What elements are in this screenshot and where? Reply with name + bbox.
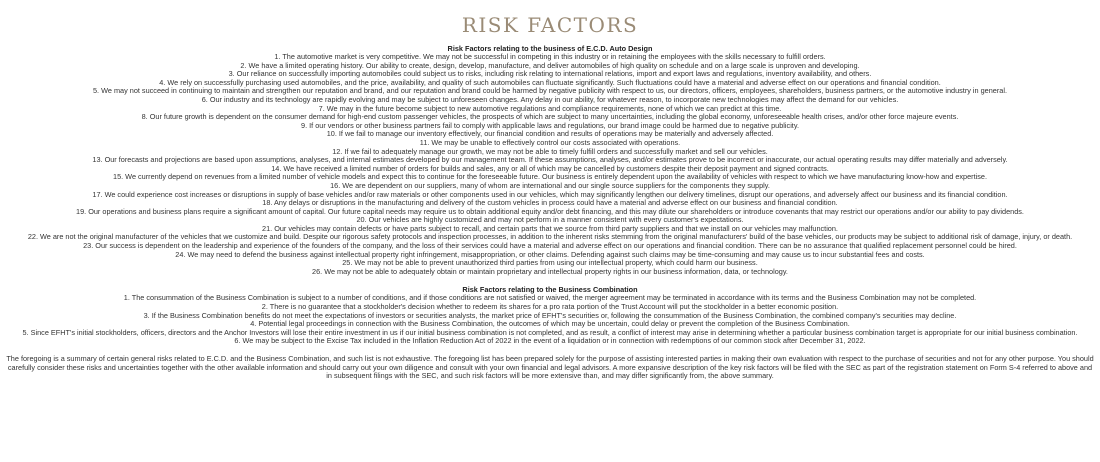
list-item: 8. Our future growth is dependent on the consumer demand for high-end custom passenger vehicles, the prospects of which are subject to many uncertainties, including the global economy, unforeseeable health crises, and/or other force majeure events. (141, 112, 959, 122)
list-item: 23. Our success is dependent on the leadership and experience of the founders of the company, and the loss of their services could have a material and adverse effect on our operations and financial condition. There can be no assurance that qualified replacement personnel could be hired. (83, 241, 1017, 251)
list-item: 13. Our forecasts and projections are based upon assumptions, analyses, and internal estimates developed by our management team. If these assumptions, analyses, and/or estimates prove to be incorrect or inaccurate, our actual operating results may differ materially and adversely. (92, 155, 1008, 165)
ecd-risk-list (6, 53, 1094, 276)
list-item: 24. We may need to defend the business against intellectual property right infringement, misappropriation, or other claims. Defending against such claims may be time-consuming and may cause us to incur substantial fees and costs. (175, 249, 925, 259)
list-item: 21. Our vehicles may contain defects or have parts subject to recall, and certain parts that we source from third party suppliers and that we install on our vehicles may malfunction. (262, 223, 838, 233)
list-item: 6. We may be subject to the Excise Tax included in the Inflation Reduction Act of 2022 in the event of a liquidation or in connection with redemptions of our common stock after December 31, 2022. (234, 336, 866, 346)
list-item: 22. We are not the original manufacturer of the vehicles that we customize and build. Despite our rigorous safety protocols and inspection processes, in addition to the inherent risks stemming from the original manufacturers' build of the base vehicles, our products may be subject to additional risk of damage, injury, or death. (27, 232, 1073, 242)
list-item: 4. We rely on successfully purchasing used automobiles, and the price, availability, and quality of such automobiles can fluctuate significantly. Such fluctuations could have a material and adverse effect on our operations and financial condition. (159, 77, 941, 87)
disclaimer-paragraph: The foregoing is a summary of certain general risks related to E.C.D. and the Business Combination, and such list is not exhaustive. The foregoing list has been prepared solely for the purpose of assisting interested parties in making their own evaluation with respect to the purchase of securities and not for any other purpose. You should carefully consider these risks and uncertainties together with the other available information and should carry out your own diligence and consult with your own financial and legal advisors. A more expansive description of the key risk factors will be filed with the SEC as part of the registration statement on Form S-4 referred to above and in subsequent filings with the SEC, and such risk factors will be more extensive than, and may differ significantly from, the above summary. (6, 354, 1094, 381)
list-item: 5. We may not succeed in continuing to maintain and strengthen our reputation and brand, and our reputation and brand could be harmed by negative publicity with respect to us, our directors, officers, employees, shareholders, business partners, or the automotive industry in general. (93, 86, 1007, 96)
list-item: 15. We currently depend on revenues from a limited number of vehicle models and expect this to continue for the foreseeable future. Our business is entirely dependent upon the availability of vehicles with respect to which we have manufacturing know-how and expertise. (113, 172, 987, 182)
list-item: 3. Our reliance on successfully importing automobiles could subject us to risks, including risk relating to international relations, import and export laws and regulations, inventory availability, and others. (228, 69, 872, 79)
list-item: 1. The automotive market is very competitive. We may not be successful in competing in this industry or in retaining the employees with the skills necessary to fulfill orders. (274, 52, 826, 61)
list-item: 3. If the Business Combination benefits do not meet the expectations of investors or securities analysts, the market price of EFHT's securities or, following the consummation of the Business Combination, the combined company's securities may decline. (143, 310, 957, 320)
list-item: 17. We could experience cost increases or disruptions in supply of base vehicles and/or raw materials or other components used in our vehicles, which may significantly lengthen our delivery timelines, disrupt our operations, and adversely affect our business and its financial condition. (92, 189, 1008, 199)
list-item: 4. Potential legal proceedings in connection with the Business Combination, the outcomes of which may be uncertain, could delay or prevent the completion of the Business Combination. (250, 319, 850, 329)
list-item: 5. Since EFHT's initial stockholders, officers, directors and the Anchor Investors will lose their entire investment in us if our initial business combination is not completed, and as result, a conflict of interest may arise in determining whether a particular business combination target is appropriate for our initial business combination. (22, 327, 1078, 337)
list-item: 9. If our vendors or other business partners fail to comply with applicable laws and regulations, our brand image could be harmed due to negative publicity. (301, 120, 799, 130)
list-item: 10. If we fail to manage our inventory effectively, our financial condition and results of operations may be materially and adversely affected. (326, 129, 774, 139)
list-item: 11. We may be unable to effectively control our costs associated with operations. (419, 137, 681, 147)
list-item: 25. We may not be able to prevent unauthorized third parties from using our intellectual property, which could harm our business. (342, 258, 758, 268)
list-item: 20. Our vehicles are highly customized and may not perform in a manner consistent with every customer's expectations. (356, 215, 744, 225)
list-item: 2. There is no guarantee that a stockholder's decision whether to redeem its shares for a pro rata portion of the Trust Account will put the stockholder in a better economic position. (261, 302, 839, 312)
combination-risk-list (6, 294, 1094, 346)
section-heading-ecd-business: Risk Factors relating to the business of E.C.D. Auto Design (447, 44, 653, 53)
list-item: 14. We have received a limited number of orders for builds and sales, any or all of which may be cancelled by customers despite their deposit payment and signed contracts. (271, 163, 829, 173)
list-item: 2. We have a limited operating history. Our ability to create, design, develop, manufacture, and deliver automobiles of high quality on schedule and on a large scale is unproven and developing. (240, 60, 860, 70)
list-item: 6. Our industry and its technology are rapidly evolving and may be subject to unforeseen changes. Any delay in our ability, for whatever reason, to incorporate new technologies may affect the demand for our vehicles. (201, 94, 899, 104)
list-item: 18. Any delays or disruptions in the manufacturing and delivery of the custom vehicles in process could have a material and adverse effect on our business and financial condition. (262, 198, 838, 208)
section-spacer (6, 276, 1094, 285)
page-title: RISK FACTORS (461, 13, 639, 37)
list-item: 12. If we fail to adequately manage our growth, we may not be able to timely fulfill orders and successfully market and sell our vehicles. (332, 146, 768, 156)
list-item: 7. We may in the future become subject to new automotive regulations and compliance requirements, none of which we can predict at this time. (318, 103, 782, 113)
list-item: 1. The consummation of the Business Combination is subject to a number of conditions, and if those conditions are not satisfied or waived, the merger agreement may be terminated in accordance with its terms and the Business Combination may not be completed. (123, 293, 977, 303)
list-item: 19. Our operations and business plans require a significant amount of capital. Our future capital needs may require us to obtain additional equity and/or debt financing, and this may dilute our shareholders or introduce covenants that may restrict our operations and/or our ability to pay dividends. (76, 206, 1024, 216)
list-item: 26. We may not be able to adequately obtain or maintain proprietary and intellectual property rights in our business information, data, or technology. (312, 266, 788, 276)
list-item: 16. We are dependent on our suppliers, many of whom are international and our single source suppliers for the components they supply. (330, 180, 770, 190)
section-heading-business-combination: Risk Factors relating to the Business Combination (462, 285, 638, 295)
